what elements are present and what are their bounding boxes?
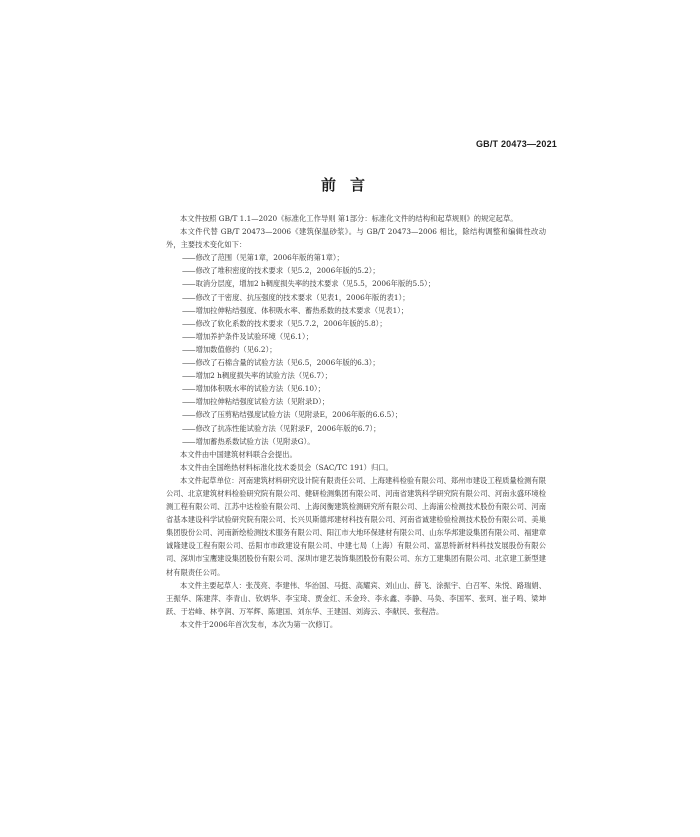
list-item: —— 增加蓄热系数试验方法（见附录G）。 [166, 435, 546, 448]
paragraph-proposer: 本文件由中国建筑材料联合会提出。 [180, 449, 297, 459]
paragraph-drafting-units: 本文件起草单位：河南建筑材料研究设计院有限责任公司、上海建科检验有限公司、郑州市建设工程质量检测有限公司、北京建筑材料检验研究院有限公司、健研检测集团有限公司、河南省建筑科学研究院有限公司、河南永盛环境检测工程有限公司、江苏中达检验有限公司、上海闵衡建筑检测研究所有限公司、上海浦公检测技术股份有限公司、河南省基本建设科学试验研究院有限公司、长兴贝斯德邦建材科技有限公司、河南省诚建检验检测技术股份有限公司、美巢集团股份公司、河南新绘检测技术服务有限公司、阳江市大地环保建材有限公司、山东华邦建设集团有限公司、福建章诚隆建设工程有限公司、岳阳市市政建设有限公司、中建七局（上海）有限公司、富思特新材料科技发展股份有限公司、深圳市宝鹰建设集团股份有限公司、深圳市建艺装饰集团股份有限公司、东方工建集团有限公司、北京建工新型建材有限责任公司。 [166, 475, 546, 577]
list-item: —— 增加养护条件及试验环境（见6.1）； [166, 330, 546, 343]
paragraph-drafters: 本文件主要起草人：张茂亮、李建伟、华治国、马挺、高耀宾、刘山山、薛飞、涂振宇、白召军、朱悦、路瑞娟、王振华、陈建萍、李青山、钦炳华、李宝琦、贾金红、禾金玲、李永鑫、李静、马奂、李国军、张珂、崔子鸣、梁坤跃、于岩峰、林亨润、万军辉、陈建国、刘东华、王建国、刘海云、李献民、张程浩。 [166, 580, 546, 616]
list-item: —— 修改了石棉含量的试验方法（见6.5，2006年版的6.3）； [166, 356, 546, 369]
list-item: —— 增加体积吸水率的试验方法（见6.10）； [166, 382, 546, 395]
list-item: —— 修改了软化系数的技术要求（见5.7.2，2006年版的5.8）； [166, 317, 546, 330]
list-item: —— 修改了堆积密度的技术要求（见5.2，2006年版的5.2）； [166, 264, 546, 277]
list-item: —— 增加数值修约（见6.2）； [166, 343, 546, 356]
list-item: —— 修改了干密度、抗压强度的技术要求（见表1，2006年版的表1）； [166, 291, 546, 304]
list-item: —— 增加2 h稠度损失率的试验方法（见6.7）； [166, 369, 546, 382]
paragraph-replaces: 本文件代替 GB/T 20473—2006《建筑保温砂浆》。与 GB/T 20473—2006 相比，除结构调整和编辑性改动外，主要技术变化如下： [166, 227, 546, 250]
list-item: —— 修改了范围（见第1章，2006年版的第1章）； [166, 251, 546, 264]
foreword-body [166, 212, 546, 631]
paragraph-drafting-rules: 本文件按照 GB/T 1.1—2020《标准化工作导则 第1部分：标准化文件的结构和起草规则》的规定起草。 [180, 214, 518, 223]
list-item: —— 增加拉伸粘结强度试验方法（见附录D）； [166, 395, 546, 408]
standard-code: GB/T 20473—2021 [475, 139, 557, 149]
paragraph-history: 本文件于2006年首次发布，本次为第一次修订。 [180, 619, 338, 629]
list-item: —— 修改了抗冻性能试验方法（见附录F，2006年版的6.7）； [166, 422, 546, 435]
list-item: —— 增加拉伸粘结强度、体积吸水率、蓄热系数的技术要求（见表1）； [166, 304, 546, 317]
paragraph-committee: 本文件由全国绝热材料标准化技术委员会（SAC/TC 191）归口。 [180, 462, 393, 472]
list-item: —— 取消分层度，增加2 h稠度损失率的技术要求（见5.5，2006年版的5.5）； [166, 277, 546, 290]
page-title: 前言 [320, 176, 379, 194]
list-item: —— 修改了压剪粘结强度试验方法（见附录E，2006年版的6.6.5）； [166, 408, 546, 421]
